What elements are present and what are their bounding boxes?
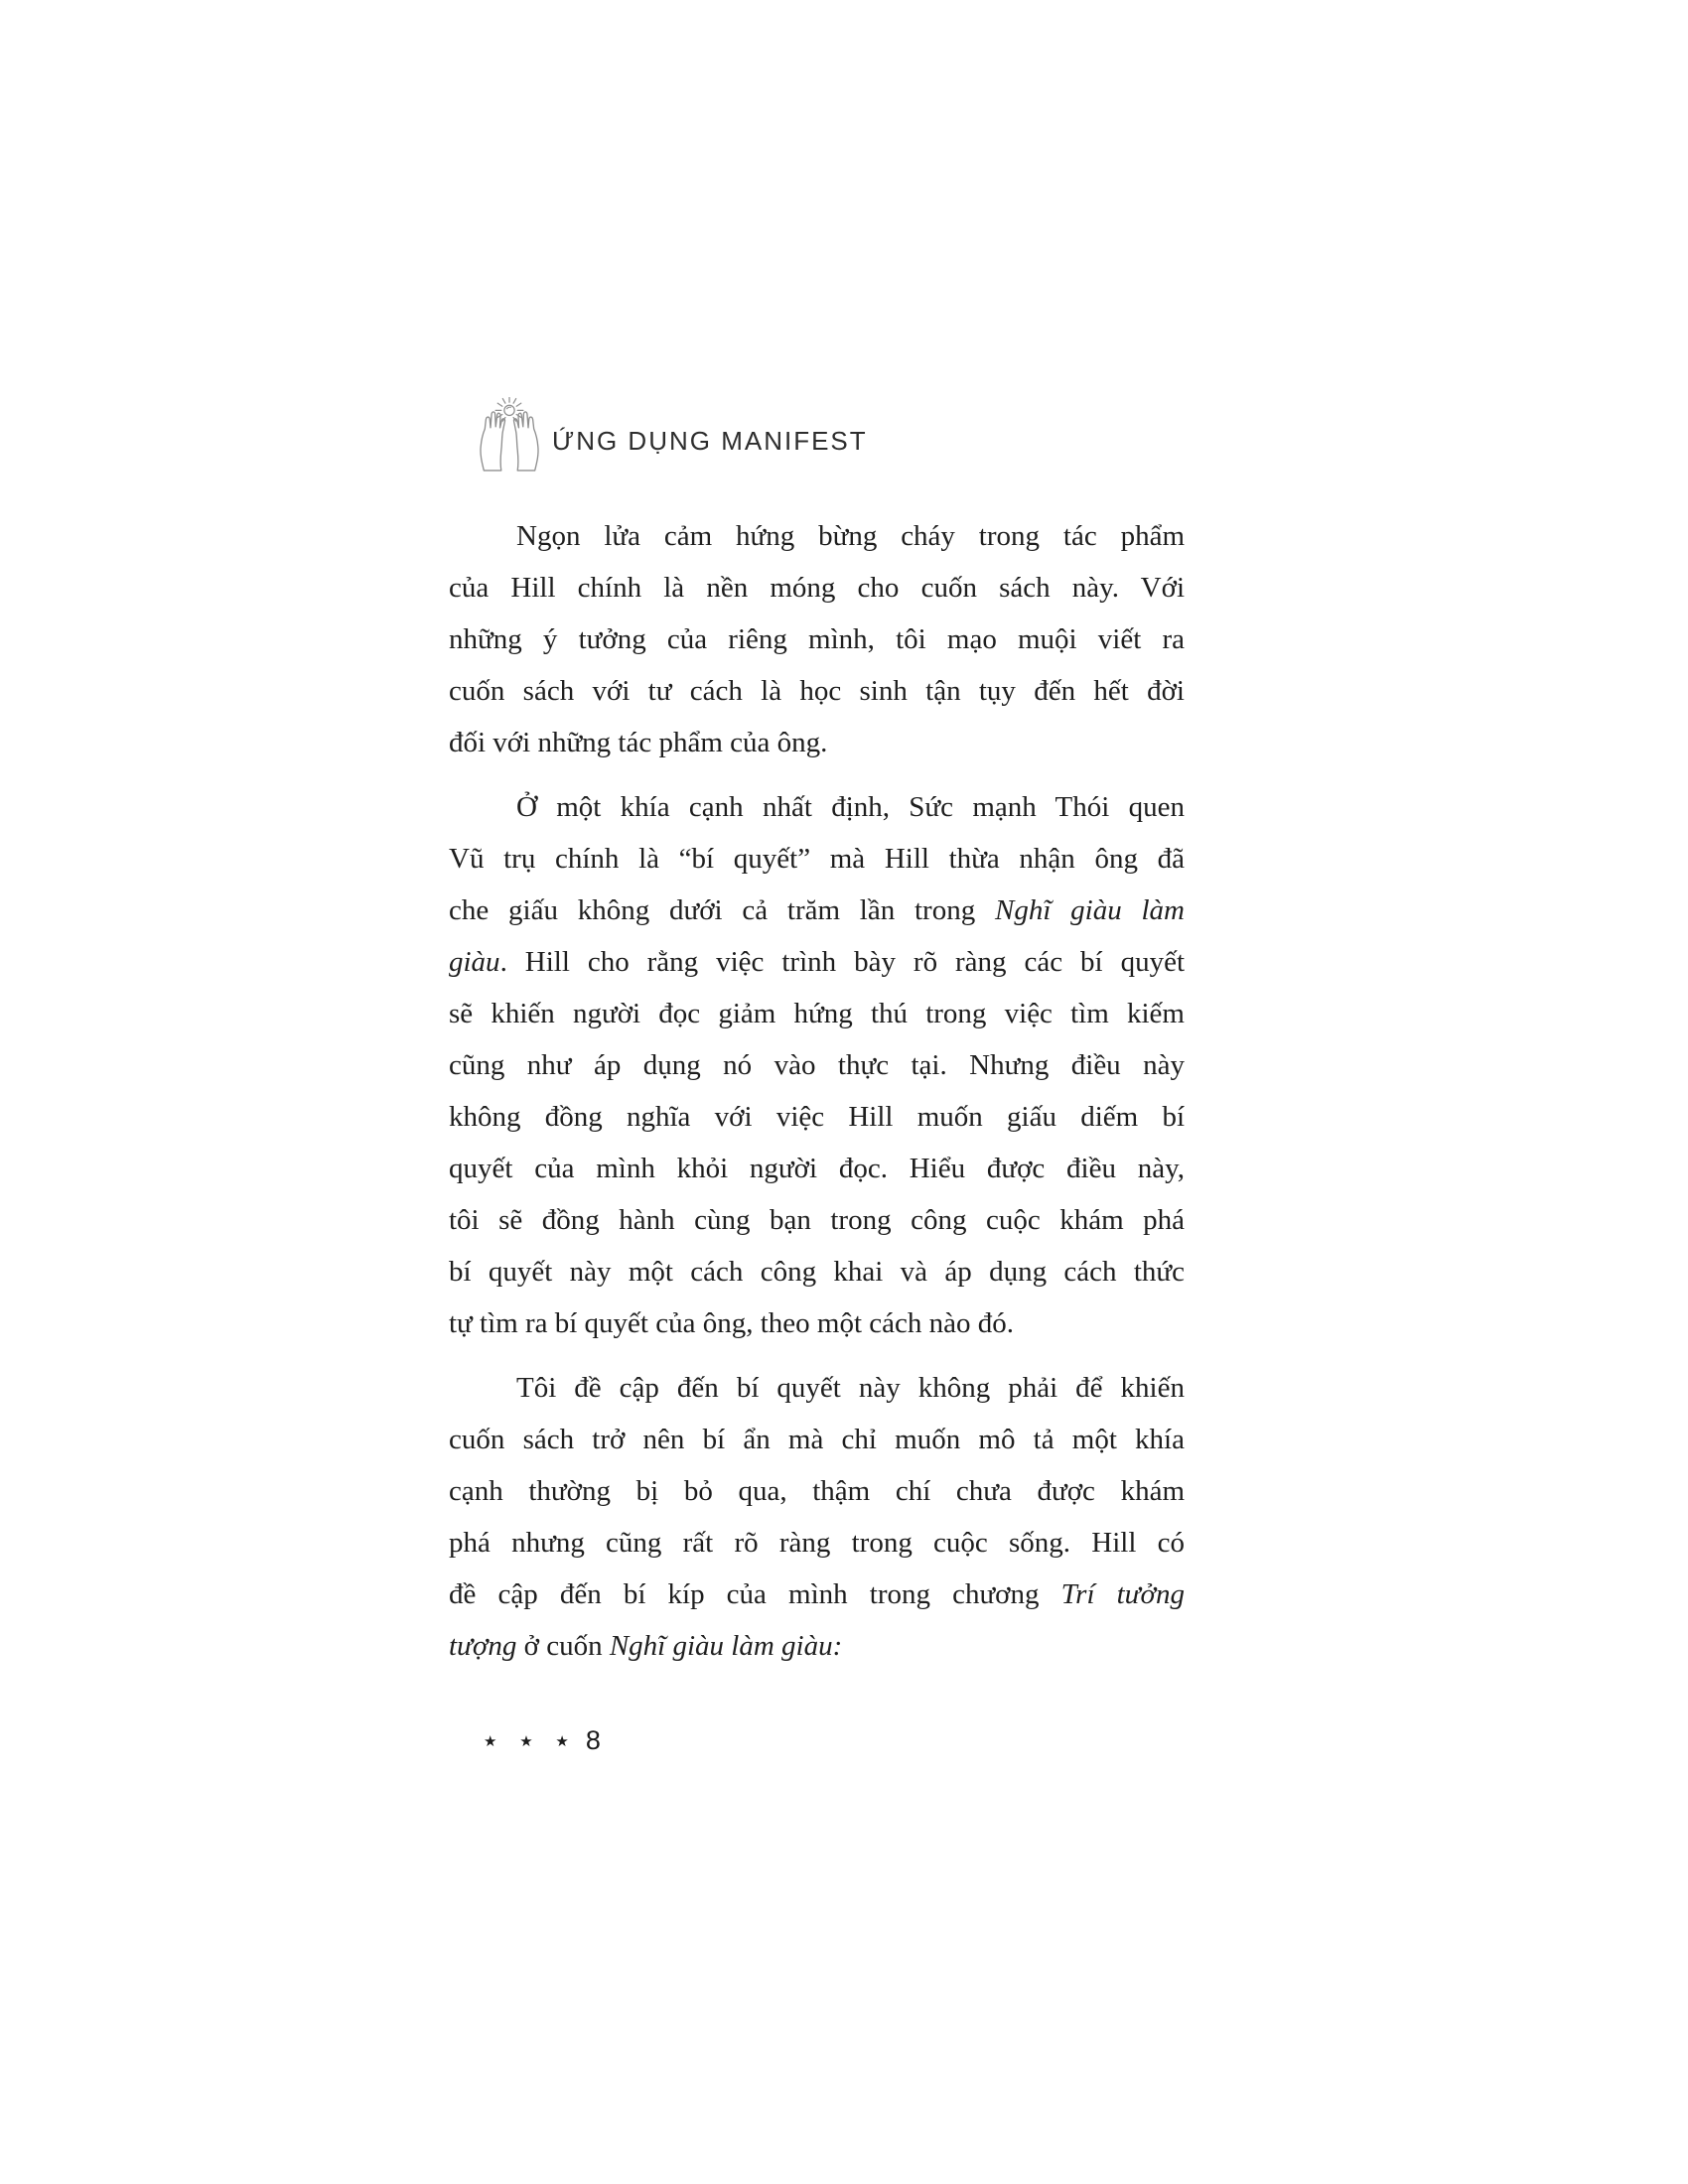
body-line [449, 988, 1185, 1039]
text-segment: che giấu không dưới cả trăm lần trong [449, 894, 995, 926]
body-line [449, 1362, 1185, 1414]
text-segment: tự tìm ra bí quyết của ông, theo một cách nào đó. [449, 1307, 1014, 1339]
text-segment: đối với những tác phẩm của ông. [449, 727, 828, 758]
text-segment: của Hill chính là nền móng cho cuốn sách này. Với [449, 572, 1185, 604]
text-segment: tôi sẽ đồng hành cùng bạn trong công cuộc khám phá [449, 1204, 1185, 1236]
text-segment: quyết của mình khỏi người đọc. Hiểu được điều này, [449, 1153, 1185, 1184]
paragraph [449, 1362, 1185, 1672]
body-line [449, 1194, 1185, 1246]
text-segment: không đồng nghĩa với việc Hill muốn giấu diếm bí [449, 1101, 1185, 1133]
paragraph [449, 510, 1185, 768]
italic-text-segment: Trí tưởng [1060, 1578, 1185, 1610]
body-line [449, 717, 1185, 768]
chapter-header-label: ỨNG DỤNG MANIFEST [552, 426, 868, 456]
page-number: 8 [585, 1725, 601, 1755]
text-segment: Ở một khía cạnh nhất định, Sức mạnh Thói quen [516, 791, 1185, 823]
body-line [449, 665, 1185, 717]
text-segment: phá nhưng cũng rất rõ ràng trong cuộc sống. Hill có [449, 1527, 1185, 1559]
body-line [449, 1091, 1185, 1143]
italic-text-segment: tượng [449, 1630, 517, 1662]
text-segment: cuốn sách với tư cách là học sinh tận tụy đến hết đời [449, 675, 1185, 707]
body-line [449, 1039, 1185, 1091]
text-segment: cũng như áp dụng nó vào thực tại. Nhưng điều này [449, 1049, 1185, 1081]
stars-ornament: ★ ★ ★ [484, 1732, 578, 1750]
body-line [449, 833, 1185, 885]
text-segment: cạnh thường bị bỏ qua, thậm chí chưa được khám [449, 1475, 1185, 1507]
body-line [449, 1246, 1185, 1297]
body-line [449, 614, 1185, 665]
body-line [449, 781, 1185, 833]
body-line [449, 1143, 1185, 1194]
text-segment: sẽ khiến người đọc giảm hứng thú trong việc tìm kiếm [449, 998, 1185, 1029]
body-line [449, 1517, 1185, 1569]
body-line [449, 1569, 1185, 1620]
text-segment: bí quyết này một cách công khai và áp dụng cách thức [449, 1256, 1185, 1288]
body-line [449, 1414, 1185, 1465]
text-segment: cuốn sách trở nên bí ẩn mà chỉ muốn mô tả một khía [449, 1424, 1185, 1455]
body-line [449, 510, 1185, 562]
body-line [449, 1620, 1185, 1672]
body-line [449, 1297, 1185, 1349]
manifest-hands-icon [476, 397, 543, 473]
body-line [449, 936, 1185, 988]
italic-text-segment: Nghĩ giàu làm [995, 894, 1185, 926]
body-line [449, 562, 1185, 614]
body-line [449, 1465, 1185, 1517]
text-segment: Vũ trụ chính là “bí quyết” mà Hill thừa nhận ông đã [449, 843, 1185, 875]
page-footer [484, 1725, 601, 1756]
italic-text-segment: giàu [449, 946, 500, 978]
page-body-text [449, 510, 1185, 1685]
body-line [449, 885, 1185, 936]
text-segment: Ngọn lửa cảm hứng bừng cháy trong tác phẩm [516, 520, 1185, 552]
text-segment: Tôi đề cập đến bí quyết này không phải để khiến [516, 1372, 1185, 1404]
chapter-header [476, 397, 868, 473]
text-segment: những ý tưởng của riêng mình, tôi mạo muội viết ra [449, 623, 1185, 655]
text-segment: ở cuốn [516, 1630, 610, 1662]
paragraph [449, 781, 1185, 1349]
text-segment: . Hill cho rằng việc trình bày rõ ràng các bí quyết [499, 946, 1185, 978]
text-segment: đề cập đến bí kíp của mình trong chương [449, 1578, 1061, 1610]
italic-text-segment: Nghĩ giàu làm giàu: [609, 1630, 843, 1662]
